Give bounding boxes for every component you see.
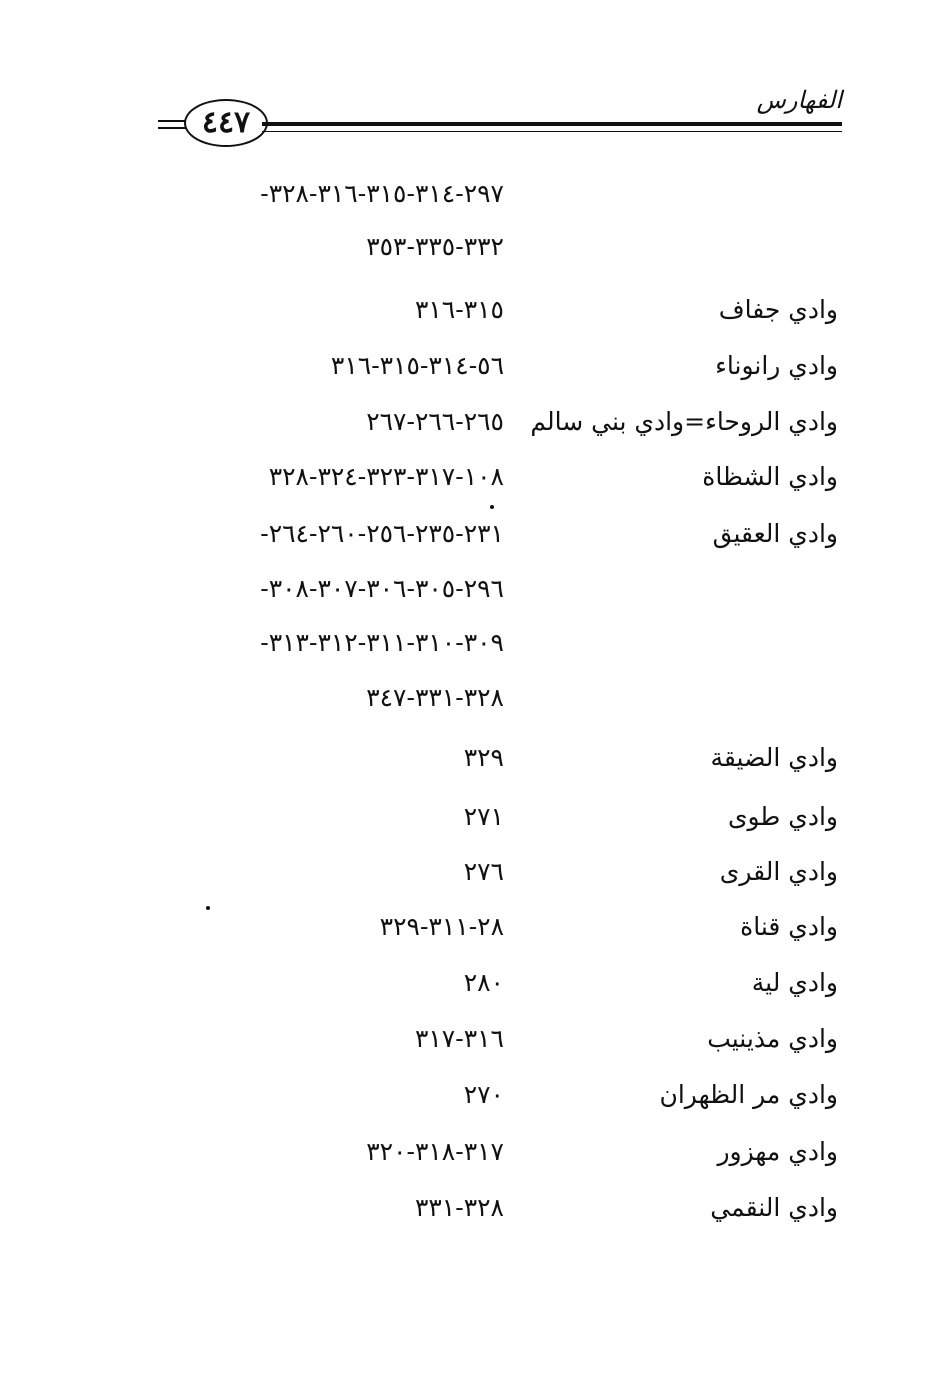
entry-term: وادي طوى bbox=[727, 802, 838, 831]
index-entry bbox=[0, 449, 944, 505]
entry-term: وادي جفاف bbox=[718, 295, 838, 324]
entry-term: وادي الشظاة bbox=[702, 462, 838, 491]
entry-term: وادي مر الظهران bbox=[659, 1080, 838, 1109]
entry-pages: ٣٢٨-٣٣١-٣٤٧ bbox=[366, 683, 504, 712]
entry-pages: ٣١٥-٣١٦ bbox=[414, 295, 504, 324]
stray-dot-mark bbox=[490, 505, 494, 509]
index-entry bbox=[0, 282, 944, 338]
index-entry bbox=[0, 561, 944, 617]
index-entry bbox=[0, 955, 944, 1011]
index-entry bbox=[0, 338, 944, 394]
entry-pages: ٢٧٦ bbox=[463, 857, 504, 886]
index-entry bbox=[0, 1180, 944, 1236]
index-entry bbox=[0, 844, 944, 900]
entry-term: وادي الضيقة bbox=[710, 743, 838, 772]
entry-pages: ٢٧٠ bbox=[463, 1080, 504, 1109]
entry-pages: ١٠٨-٣١٧-٣٢٣-٣٢٤-٣٢٨ bbox=[268, 462, 504, 491]
index-entry bbox=[0, 899, 944, 955]
page-number: ٤٤٧ bbox=[201, 105, 251, 140]
entry-pages: -٢٩٦-٣٠٥-٣٠٦-٣٠٧-٣٠٨ bbox=[260, 574, 504, 603]
entry-pages: -٣٠٩-٣١٠-٣١١-٣١٢-٣١٣ bbox=[260, 628, 504, 657]
entry-pages: ٢٧١ bbox=[463, 802, 504, 831]
entry-pages: ٣١٦-٣١٧ bbox=[414, 1024, 504, 1053]
entry-term: وادي لية bbox=[751, 968, 838, 997]
entry-pages: -٢٣١-٢٣٥-٢٥٦-٢٦٠-٢٦٤ bbox=[260, 519, 504, 548]
entry-pages: ٣٣٢-٣٣٥-٣٥٣ bbox=[366, 232, 504, 261]
index-entry bbox=[0, 670, 944, 726]
entry-term: وادي مهزور bbox=[717, 1137, 838, 1166]
entry-pages: ٣٢٨-٣٣١ bbox=[414, 1193, 504, 1222]
entry-term: وادي القرى bbox=[719, 857, 838, 886]
entry-term: وادي مذينيب bbox=[707, 1024, 838, 1053]
entry-term: وادي العقيق bbox=[712, 519, 838, 548]
index-entry bbox=[0, 1067, 944, 1123]
entry-pages: ٢٦٥-٢٦٦-٢٦٧ bbox=[366, 407, 504, 436]
entry-pages: -٢٩٧-٣١٤-٣١٥-٣١٦-٣٢٨ bbox=[260, 179, 504, 208]
running-header-title: الفهارس bbox=[756, 86, 842, 114]
index-entry bbox=[0, 219, 944, 275]
index-entry bbox=[0, 1124, 944, 1180]
index-entry bbox=[0, 789, 944, 845]
index-entry bbox=[0, 730, 944, 786]
index-entry bbox=[0, 506, 944, 562]
entry-term: وادي قناة bbox=[740, 912, 838, 941]
entry-pages: ٣٢٩ bbox=[463, 743, 504, 772]
index-entry bbox=[0, 166, 944, 222]
index-entry bbox=[0, 394, 944, 450]
index-entry bbox=[0, 615, 944, 671]
index-entry bbox=[0, 1011, 944, 1067]
entry-pages: ٢٨٠ bbox=[463, 968, 504, 997]
entry-pages: ٢٨-٣١١-٣٢٩ bbox=[379, 912, 504, 941]
entry-term: وادي الروحاء=وادي بني سالم bbox=[530, 407, 838, 436]
entry-term: وادي رانوناء bbox=[715, 351, 838, 380]
entry-pages: ٥٦-٣١٤-٣١٥-٣١٦ bbox=[330, 351, 504, 380]
entry-term: وادي النقمي bbox=[710, 1193, 838, 1222]
entry-pages: ٣١٧-٣١٨-٣٢٠ bbox=[366, 1137, 504, 1166]
stray-dot-mark bbox=[206, 906, 210, 910]
